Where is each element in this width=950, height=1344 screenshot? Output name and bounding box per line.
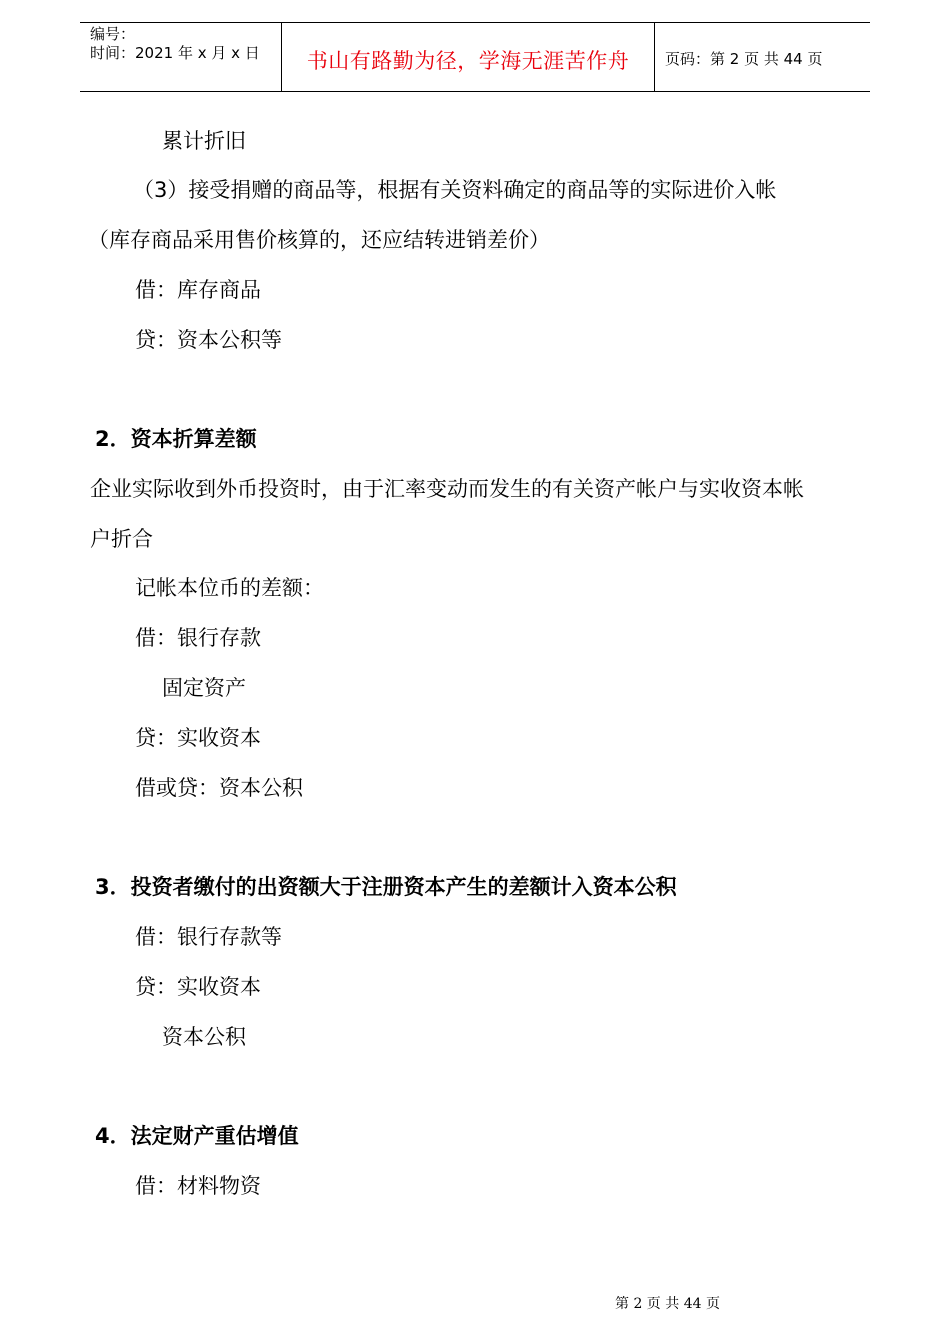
header-divider — [654, 23, 655, 91]
header-meta — [90, 25, 260, 63]
body-text-line: （3）接受捐赠的商品等，根据有关资料确定的商品等的实际进价入帐 — [133, 178, 777, 202]
body-text-line: 记帐本位币的差额： — [135, 576, 324, 600]
section-heading: 3．投资者缴付的出资额大于注册资本产生的差额计入资本公积 — [95, 875, 677, 899]
journal-entry-debit: 固定资产 — [162, 676, 246, 700]
journal-entry-credit: 贷：实收资本 — [135, 726, 261, 750]
journal-entry-debit-credit: 借或贷：资本公积 — [135, 776, 303, 800]
body-text-line: 累计折旧 — [162, 129, 246, 153]
body-text-line: 企业实际收到外币投资时，由于汇率变动而发生的有关资产帐户与实收资本帐 — [90, 477, 804, 501]
header-motto: 书山有路勤为径，学海无涯苦作舟 — [306, 49, 630, 73]
journal-entry-debit: 借：库存商品 — [135, 278, 261, 302]
page-footer: 第 2 页 共 44 页 — [615, 1296, 720, 1312]
header-page-number: 页码：第 2 页 共 44 页 — [665, 50, 823, 68]
journal-entry-debit: 借：银行存款 — [135, 626, 261, 650]
page-header — [80, 22, 870, 92]
body-text-line: （库存商品采用售价核算的，还应结转进销差价） — [88, 228, 550, 252]
journal-entry-debit: 借：银行存款等 — [135, 925, 282, 949]
journal-entry-credit: 贷：实收资本 — [135, 975, 261, 999]
document-number-label: 编号： — [90, 25, 136, 43]
section-heading: 2．资本折算差额 — [95, 427, 257, 451]
body-text-line: 户折合 — [90, 527, 153, 551]
journal-entry-credit: 资本公积 — [162, 1025, 246, 1049]
journal-entry-credit: 贷：资本公积等 — [135, 328, 282, 352]
document-time-label: 时间：2021 年 x 月 x 日 — [90, 44, 260, 62]
journal-entry-debit: 借：材料物资 — [135, 1174, 261, 1198]
section-heading: 4．法定财产重估增值 — [95, 1124, 299, 1148]
